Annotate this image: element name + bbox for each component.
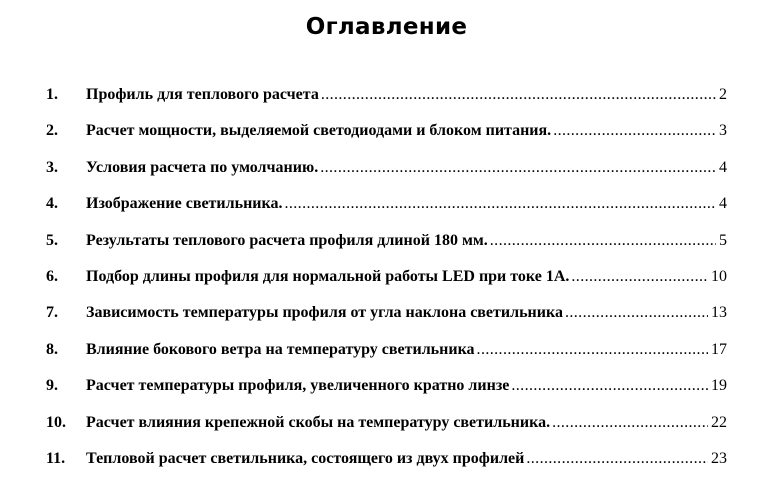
toc-entry-title[interactable]: Подбор длины профиля для нормальной работы LED при токе 1А. [86,267,570,285]
toc-entry[interactable] [0,301,773,337]
toc-entry[interactable] [0,411,773,447]
dot-leader [526,450,708,468]
toc-entry-page[interactable]: 3 [719,122,727,140]
dot-leader [490,232,716,250]
toc-entry-number: 9. [46,377,58,395]
toc-entry-number: 4. [46,195,58,213]
dot-leader [553,122,716,140]
toc-entry[interactable] [0,83,773,119]
toc-entry-title[interactable]: Расчет влияния крепежной скобы на температуру светильника. [86,413,551,431]
toc-entry[interactable] [0,119,773,155]
toc-entry-number: 10. [46,413,66,431]
dot-leader [552,414,708,432]
toc-entry-page[interactable]: 10 [711,267,727,285]
toc-entry-page[interactable]: 23 [711,449,727,467]
toc-entry-title[interactable]: Условия расчета по умолчанию. [86,158,319,176]
toc-entry-page[interactable]: 4 [719,195,727,213]
toc-entry-page[interactable]: 4 [719,158,727,176]
toc-entry-title[interactable]: Результаты теплового расчета профиля длиной 180 мм. [86,231,488,249]
toc-entry-number: 7. [46,304,58,322]
toc-entry-number: 2. [46,122,58,140]
toc-entry-page[interactable]: 2 [719,86,727,103]
toc-entry-page[interactable]: 22 [711,413,727,431]
dot-leader [284,195,716,213]
toc-entry[interactable] [0,156,773,192]
toc-list [0,83,773,483]
toc-entry-page[interactable]: 5 [719,231,727,249]
toc-entry-page[interactable]: 19 [711,377,727,395]
toc-entry[interactable] [0,229,773,265]
toc-entry-title[interactable]: Расчет температуры профиля, увеличенного кратно линзе [86,377,510,395]
toc-entry[interactable] [0,192,773,228]
toc-entry-title[interactable]: Тепловой расчет светильника, состоящего из двух профилей [86,449,525,467]
toc-entry-title[interactable]: Профиль для теплового расчета [86,86,319,103]
dot-leader [565,304,708,322]
dot-leader [477,341,708,359]
dot-leader [321,86,716,104]
toc-title: Оглавление [305,14,468,40]
dot-leader [571,268,708,286]
dot-leader [511,377,708,395]
toc-entry[interactable] [0,265,773,301]
toc-entry[interactable] [0,447,773,483]
toc-entry-page[interactable]: 13 [711,304,727,322]
toc-entry-number: 11. [46,449,66,467]
toc-entry-title[interactable]: Расчет мощности, выделяемой светодиодами и блоком питания. [86,122,552,140]
toc-entry-number: 1. [46,86,58,103]
toc-entry-page[interactable]: 17 [711,340,727,358]
toc-entry[interactable] [0,374,773,410]
toc-entry[interactable] [0,338,773,374]
dot-leader [320,159,716,177]
toc-entry-number: 8. [46,340,58,358]
toc-entry-title[interactable]: Зависимость температуры профиля от угла наклона светильника [86,304,563,322]
toc-entry-number: 5. [46,231,58,249]
toc-entry-title[interactable]: Влияние бокового ветра на температуру светильника [86,340,475,358]
toc-entry-number: 3. [46,158,58,176]
toc-entry-title[interactable]: Изображение светильника. [86,195,283,213]
toc-entry-number: 6. [46,267,58,285]
